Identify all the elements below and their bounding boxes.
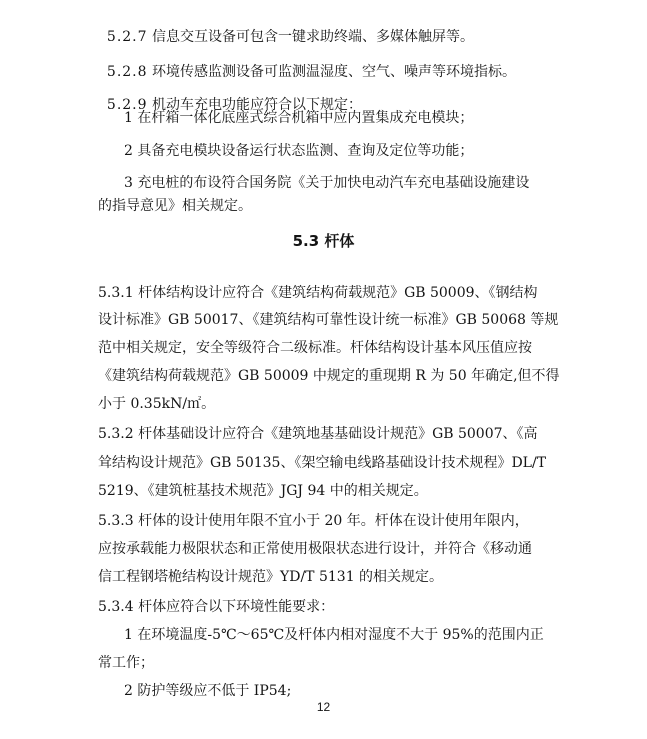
clause-5-2-9-item-3-cont: 的指导意见》相关规定。 <box>98 198 252 214</box>
clause-5-2-9: 5.2.9 机动车充电功能应符合以下规定： <box>106 97 362 113</box>
clause-5-3-4: 5.3.4 杆体应符合以下环境性能要求： <box>98 599 335 615</box>
clause-5-3-4-item-1: 1 在环境温度-5℃～65℃及杆体内相对湿度不大于 95%的范围内正 <box>124 627 544 643</box>
clause-5-2-9-item-1: 1 在杆箱一体化底座式综合机箱中应内置集成充电模块； <box>124 110 474 126</box>
clause-5-2-7: 5.2.7 信息交互设备可包含一键求助终端、多媒体触屏等。 <box>106 29 474 45</box>
page-number: 12 <box>316 700 331 714</box>
clause-5-3-3-line-3: 信工程钢塔桅结构设计规范》YD/T 5131 的相关规定。 <box>98 569 444 585</box>
clause-5-3-3-line-2: 应按承载能力极限状态和正常使用极限状态进行设计，并符合《移动通 <box>98 541 532 557</box>
clause-5-3-1-line-1: 5.3.1 杆体结构设计应符合《建筑结构荷载规范》GB 50009、《钢结构 <box>98 285 538 301</box>
clause-5-3-4-item-2: 2 防护等级应不低于 IP54; <box>124 683 292 699</box>
clause-5-3-1-line-5: 小于 0.35kN/㎡。 <box>98 396 216 412</box>
clause-5-3-1-line-3: 范中相关规定，安全等级符合二级标准。杆体结构设计基本风压值应按 <box>98 340 532 356</box>
clause-5-3-3-line-1: 5.3.3 杆体的设计使用年限不宜小于 20 年。杆体在设计使用年限内， <box>98 513 529 529</box>
clause-5-3-2-line-3: 5219、《建筑桩基技术规范》JGJ 94 中的相关规定。 <box>98 483 428 499</box>
clause-5-3-1-line-4: 《建筑结构荷载规范》GB 50009 中规定的重现期 R 为 50 年确定,但不得 <box>98 368 560 384</box>
clause-5-3-4-item-1-cont: 常工作； <box>98 655 154 671</box>
clause-5-2-9-item-3: 3 充电桩的布设符合国务院《关于加快电动汽车充电基础设施建设 <box>124 175 530 191</box>
clause-5-2-8: 5.2.8 环境传感监测设备可监测温湿度、空气、噪声等环境指标。 <box>106 64 516 80</box>
clause-5-3-2-line-2: 耸结构设计规范》GB 50135、《架空输电线路基础设计技术规程》DL/T <box>98 455 547 471</box>
clause-5-2-9-item-2: 2 具备充电模块设备运行状态监测、查询及定位等功能； <box>124 143 474 159</box>
clause-5-3-1-line-2: 设计标准》GB 50017、《建筑结构可靠性设计统一标准》GB 50068 等规 <box>98 312 559 328</box>
clause-5-3-2-line-1: 5.3.2 杆体基础设计应符合《建筑地基基础设计规范》GB 50007、《高 <box>98 426 538 442</box>
section-heading: 5.3 杆体 <box>292 232 355 250</box>
